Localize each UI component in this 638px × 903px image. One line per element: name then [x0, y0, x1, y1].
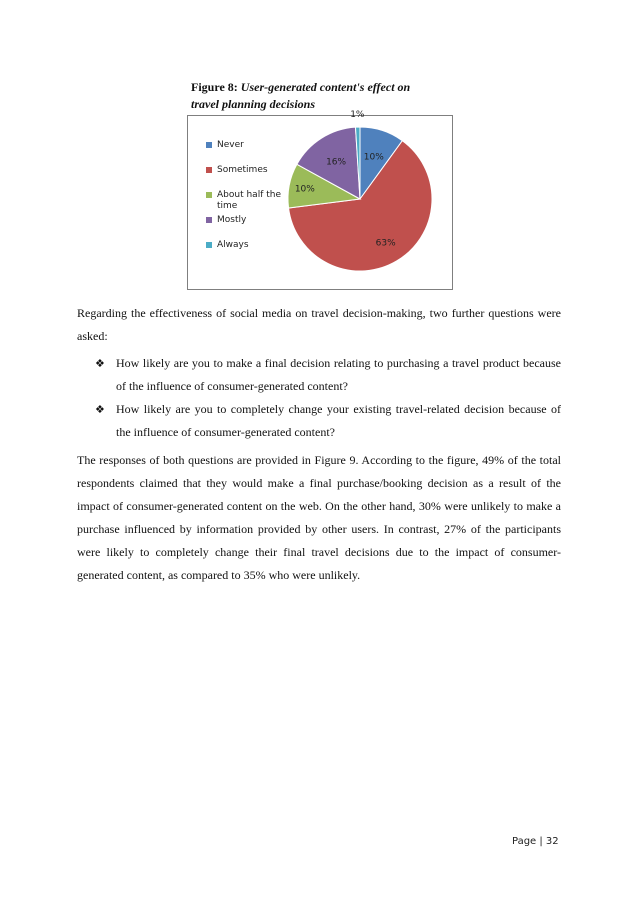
figure-label: Figure 8: [191, 80, 238, 94]
legend-item-always: Always [206, 240, 249, 251]
legend-swatch [206, 192, 212, 198]
data-label: 16% [326, 157, 347, 168]
legend-swatch [206, 217, 212, 223]
data-label: 10% [294, 184, 315, 195]
list-item: ❖ How likely are you to completely change your existing travel-related decision because of the influence of consumer-generated content? [95, 398, 561, 444]
figure-caption [191, 79, 451, 113]
figure-title-line2: travel planning decisions [191, 97, 316, 111]
legend-swatch [206, 242, 212, 248]
legend-item-about-half: About half the time [206, 190, 287, 212]
paragraph-intro: Regarding the effectiveness of social media on travel decision-making, two further questions were asked: [77, 306, 561, 343]
paragraph-results: The responses of both questions are provided in Figure 9. According to the figure, 49% of the total respondents claimed that they would make a final purchase/booking decision as a result of the impact of consumer-generated content on the web. On the other hand, 30% were unlikely to make a purchase influenced by information provided by other users. In contrast, 27% of the participants were likely to completely change their final travel decisions due to the impact of consumer-generated content, as compared to 35% who were unlikely. [77, 453, 561, 582]
figure-title-line1: User-generated content's effect on [240, 80, 411, 94]
diamond-star-icon: ❖ [95, 357, 105, 370]
list-item: ❖ How likely are you to make a final decision relating to purchasing a travel product because of the influence of consumer-generated content? [95, 352, 561, 398]
data-label: 10% [363, 152, 384, 163]
question-list [95, 352, 561, 444]
data-label: 1% [350, 110, 365, 121]
legend-item-mostly: Mostly [206, 215, 246, 226]
legend-swatch [206, 142, 212, 148]
data-label: 63% [375, 238, 396, 249]
page-number: Page | 32 [512, 836, 559, 847]
legend-item-sometimes: Sometimes [206, 165, 268, 176]
legend-swatch [206, 167, 212, 173]
legend-item-never: Never [206, 140, 244, 151]
pie-chart [187, 110, 453, 290]
diamond-star-icon: ❖ [95, 403, 105, 416]
